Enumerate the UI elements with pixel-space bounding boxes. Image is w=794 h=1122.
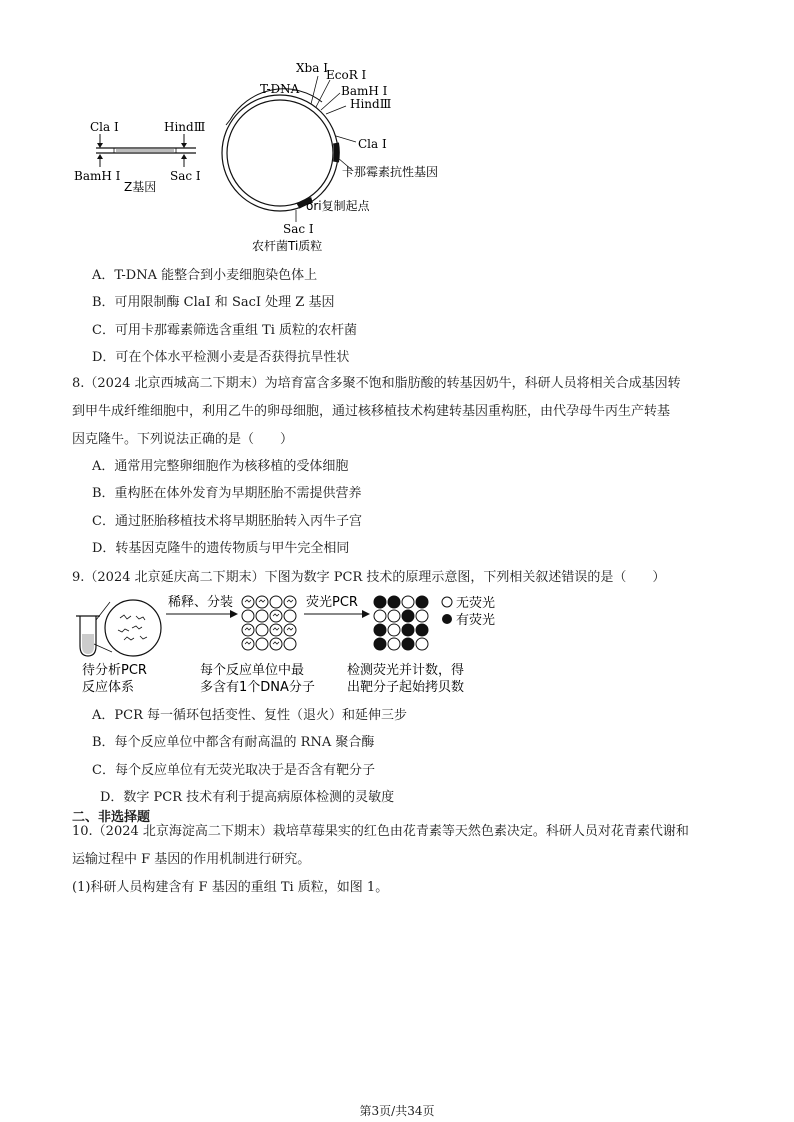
grid-dilution — [242, 596, 296, 650]
z-sac-label: Sac Ⅰ — [170, 169, 201, 183]
plasmid-tdna-label: T-DNA — [260, 82, 300, 96]
q8-option-c: C．通过胚胎移植技术将早期胚胎转入丙牛子宫 — [92, 514, 362, 529]
z-gene-diagram — [74, 120, 205, 194]
reaction-well — [284, 638, 296, 650]
reaction-well — [416, 596, 428, 608]
caption3-line2: 出靶分子起始拷贝数 — [347, 680, 465, 695]
plasmid-kan-label: 卡那霉素抗性基因 — [342, 165, 439, 179]
plasmid-xba-label: Xba Ⅰ — [296, 61, 328, 75]
caption2-line1: 每个反应单位中最 — [200, 663, 305, 678]
q7-option-d: D．可在个体水平检测小麦是否获得抗旱性状 — [92, 350, 350, 365]
reaction-well — [416, 610, 428, 622]
plasmid-hind-label: HindⅢ — [350, 97, 392, 111]
q10-stem-line: 10.（2024 北京海淀高二下期末）栽培草莓果实的红色由花青素等天然色素决定。科研人员对花青素代谢和 — [72, 824, 689, 839]
plasmid-caption: 农杆菌Ti质粒 — [252, 239, 323, 253]
reaction-well — [374, 638, 386, 650]
reaction-well — [402, 624, 414, 636]
reaction-well — [388, 610, 400, 622]
reaction-well — [388, 638, 400, 650]
reaction-well — [402, 638, 414, 650]
figure-digital-pcr — [70, 590, 530, 698]
q7-option-a: A．T-DNA 能整合到小麦细胞染色体上 — [92, 268, 318, 283]
reaction-well — [416, 624, 428, 636]
q8-stem-line: 8.（2024 北京西城高二下期末）为培育富含多聚不饱和脂肪酸的转基因奶牛，科研人员将相关合成基因转 — [72, 376, 681, 391]
reaction-well — [270, 610, 282, 622]
caption3-line1: 检测荧光并计数，得 — [347, 663, 465, 678]
reaction-well — [242, 596, 254, 608]
z-cla-label: Cla Ⅰ — [90, 120, 119, 134]
z-bam-label: BamH Ⅰ — [74, 169, 121, 183]
caption2-line2: 多含有1个DNA分子 — [200, 680, 315, 695]
reaction-well — [388, 596, 400, 608]
q7-option-c: C．可用卡那霉素筛选含重组 Ti 质粒的农杆菌 — [92, 323, 358, 338]
reaction-well — [256, 638, 268, 650]
reaction-well — [284, 596, 296, 608]
section-heading: 二、非选择题 — [72, 810, 151, 825]
caption1-line1: 待分析PCR — [82, 663, 147, 678]
q10-stem-line: 运输过程中 F 基因的作用机制进行研究。 — [72, 852, 311, 867]
q9-option-c: C．每个反应单位有无荧光取决于是否含有靶分子 — [92, 763, 375, 778]
plasmid-bam-label: BamH Ⅰ — [341, 84, 388, 98]
reaction-well — [270, 596, 282, 608]
q8-option-d: D．转基因克隆牛的遗传物质与甲牛完全相同 — [92, 541, 350, 556]
reaction-well — [256, 596, 268, 608]
q9-option-b: B．每个反应单位中都含有耐高温的 RNA 聚合酶 — [92, 735, 375, 750]
legend-no-fluorescence: 无荧光 — [456, 596, 496, 611]
reaction-well — [416, 638, 428, 650]
q10-stem — [72, 818, 732, 902]
q10-sub1: (1)科研人员构建含有 F 基因的重组 Ti 质粒，如图 1。 — [72, 880, 389, 895]
q8-stem-line: 到甲牛成纤维细胞中，利用乙牛的卵母细胞，通过核移植技术构建转基因重构胚，由代孕母牛丙生产转基 — [72, 404, 671, 419]
q9-option-d: D．数字 PCR 技术有利于提高病原体检测的灵敏度 — [100, 790, 395, 805]
reaction-well — [284, 610, 296, 622]
ti-plasmid-diagram — [222, 61, 438, 253]
plasmid-sac-label: Sac Ⅰ — [283, 222, 314, 236]
reaction-well — [242, 638, 254, 650]
reaction-well — [374, 596, 386, 608]
plasmid-cla-label: Cla Ⅰ — [358, 137, 387, 151]
figure-ti-plasmid — [60, 50, 500, 260]
reaction-well — [402, 610, 414, 622]
reaction-well — [284, 624, 296, 636]
q8-stem-line: 因克隆牛。下列说法正确的是（ ） — [72, 432, 294, 447]
plasmid-ori-label: ori复制起点 — [306, 199, 370, 213]
plasmid-ecor-label: EcoR Ⅰ — [326, 68, 367, 82]
q8-option-a: A．通常用完整卵细胞作为核移植的受体细胞 — [92, 459, 349, 474]
reaction-well — [242, 624, 254, 636]
reaction-well — [256, 610, 268, 622]
q8-stem — [72, 370, 732, 454]
reaction-well — [388, 624, 400, 636]
reaction-well — [402, 596, 414, 608]
reaction-magnified-circle — [105, 600, 161, 656]
reaction-well — [374, 610, 386, 622]
page-footer: 第3页/共34页 — [359, 1104, 435, 1118]
caption1-line2: 反应体系 — [82, 680, 135, 695]
q9-option-a: A．PCR 每一循环包括变性、复性（退火）和延伸三步 — [92, 708, 408, 723]
reaction-well — [270, 624, 282, 636]
q9-stem: 9.（2024 北京延庆高二下期末）下图为数字 PCR 技术的原理示意图，下列相关叙述错误的是（ ） — [72, 570, 666, 585]
reaction-well — [374, 624, 386, 636]
z-gene-name: Z基因 — [124, 180, 157, 194]
step1-label: 稀释、分装 — [168, 595, 234, 610]
step2-label: 荧光PCR — [306, 595, 358, 610]
test-tube-icon — [76, 616, 100, 656]
grid-fluorescence — [374, 596, 428, 650]
z-hind-label: HindⅢ — [164, 120, 206, 134]
reaction-well — [242, 610, 254, 622]
reaction-well — [270, 638, 282, 650]
legend-fluorescence: 有荧光 — [456, 613, 496, 628]
reaction-well — [256, 624, 268, 636]
q8-option-b: B．重构胚在体外发育为早期胚胎不需提供营养 — [92, 486, 362, 501]
q7-option-b: B．可用限制酶 ClaI 和 SacI 处理 Z 基因 — [92, 295, 335, 310]
